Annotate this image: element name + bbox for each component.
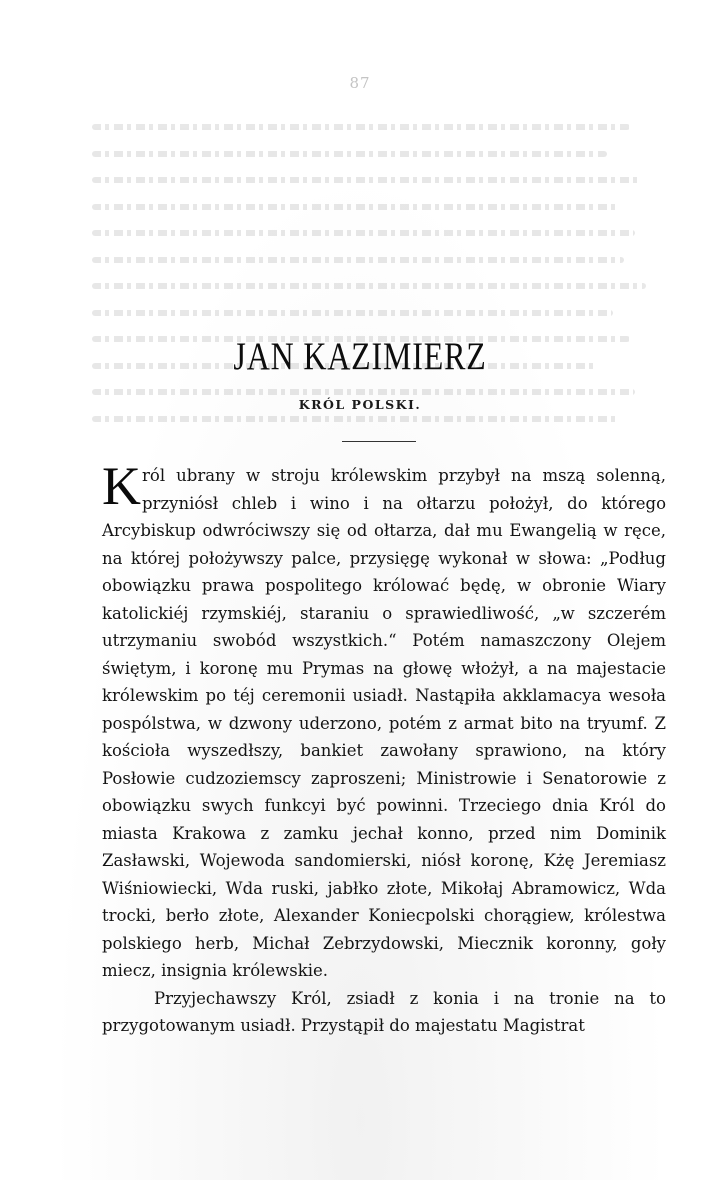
paragraph-2: Przyjechawszy Król, zsiadł z konia i na tronie na to przygotowanym usiadł. Przystąpił do majestatu Magistrat <box>102 988 666 1035</box>
body-text <box>102 456 666 1040</box>
heading-divider <box>342 441 416 442</box>
chapter-subtitle: KRÓL POLSKI. <box>298 397 422 412</box>
drop-cap: K <box>102 456 141 516</box>
paragraph-1 <box>102 456 666 985</box>
chapter-title: JAN KAZIMIERZ <box>233 335 487 378</box>
page-number: 87 <box>349 74 371 92</box>
paragraph-1-text: ról ubrany w stroju królewskim przybył na mszą solenną, przyniósł chleb i wino i na ołtarzu położył, do którego Arcybiskup odwróciwszy się od ołtarza, dał mu Ewangelią w ręce, na której położywszy palce, przysięgę wykonał w słowa: „Podług obowiązku prawa pospolitego królować będę, w obronie Wiary katolickiéj rzymskiéj, staraniu o sprawiedliwość, „w szczerém utrzymaniu swobód wszystkich.“ Potém namaszczony Olejem świętym, i koronę mu Prymas na głowę włożył, a na majestacie królewskim po téj ceremonii usiadł. Nastąpiła akklamacya wesoła pospólstwa, w dzwony uderzono, potém z armat bito na tryumf. Z kościoła wyszedłszy, bankiet zawołany sprawiono, na który Posłowie cudzoziemscy zaproszeni; Ministrowie i Senatorowie z obowiązku swych funkcyi być powinni. Trzeciego dnia Król do miasta Krakowa z zamku jechał konno, przed nim Dominik Zasławski, Wojewoda sandomierski, niósł koronę, Kżę Jeremiasz Wiśniowiecki, Wda ruski, jabłko złote, Mikołaj Abramowicz, Wda trocki, berło złote, Alexander Koniecpolski chorągiew, królestwa polskiego herb, Michał Zebrzydowski, Miecznik koronny, goły miecz, insignia królewskie. <box>102 466 666 980</box>
